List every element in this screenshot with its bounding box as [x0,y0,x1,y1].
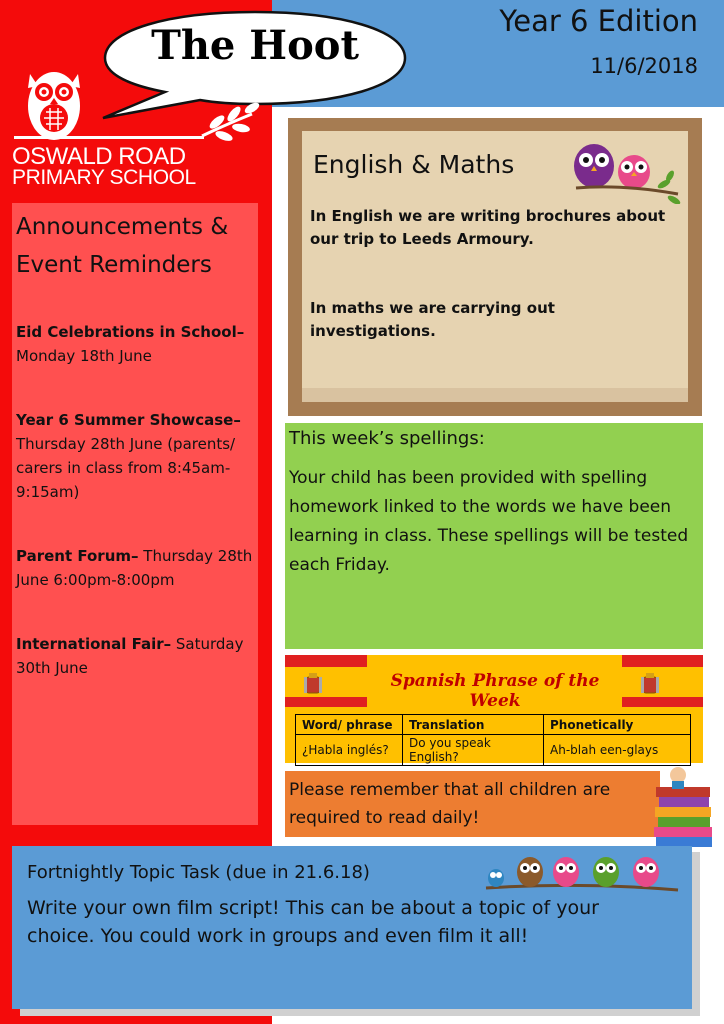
table-header-cell: Phonetically [544,715,691,735]
announcement-separator: – [233,411,241,429]
reading-reminder-text: Please remember that all children are required to read daily! [289,780,611,828]
announcement-item [16,320,256,368]
announcement-item [16,544,256,592]
owls-on-branch-icon [572,138,684,204]
spanish-phrase-table [295,714,691,766]
table-row [296,735,691,766]
topic-task-body: Write your own film script! This can be about a topic of your choice. You could work in groups and even film it all! [27,897,599,947]
announcement-separator: – [163,635,172,653]
announcement-item [16,632,256,680]
table-cell: ¿Habla inglés? [296,735,403,766]
table-header-cell: Word/ phrase [296,715,403,735]
panel-shadow [692,852,700,1015]
table-cell: Do you speak English? [403,735,544,766]
english-paragraph: In English we are writing brochures about our trip to Leeds Armoury. [310,207,666,248]
spellings-body: Your child has been provided with spelling homework linked to the words we have been learning in class. These spellings will be tested each Friday. [289,468,689,575]
announcement-heading: Eid Celebrations in School [16,323,237,341]
announcements-panel [12,203,258,825]
flag-stripe [285,655,367,667]
announcement-item [16,408,256,504]
spanish-crest-icon [303,673,323,695]
spanish-phrase-title: Spanish Phrase of the Week [390,671,600,711]
english-maths-title: English & Maths [313,150,515,179]
announcement-heading: International Fair [16,635,164,653]
topic-task-title: Fortnightly Topic Task (due in 21.6.18) [27,862,370,883]
announcement-text: Saturday 30th June [16,635,244,677]
spanish-crest-icon [640,673,660,695]
announcement-separator: – [236,323,245,341]
table-cell: Ah-blah een-glays [544,735,691,766]
school-name-line1: OSWALD ROAD [12,143,186,170]
maths-paragraph: In maths we are carrying out investigations. [310,299,555,340]
announcement-separator: – [131,547,139,565]
edition-label: Year 6 Edition [499,4,698,38]
flag-stripe [622,697,703,707]
announcement-heading: Year 6 Summer Showcase [16,411,234,429]
table-header-row [296,715,691,735]
flag-stripe [285,697,367,707]
announcement-text: Monday 18th June [16,347,152,365]
announcement-text: Thursday 28th June 6:00pm-8:00pm [16,547,253,589]
newsletter-title: The Hoot [151,22,359,69]
school-name-line2: PRIMARY SCHOOL [12,166,196,189]
table-header-cell: Translation [403,715,544,735]
flag-stripe [622,655,703,667]
panel-shadow [20,1009,700,1016]
owls-on-branch-icon [484,852,680,894]
announcement-heading: Parent Forum [16,547,132,565]
spellings-title: This week’s spellings: [289,428,485,449]
corkboard-ledge [302,388,688,402]
issue-date: 11/6/2018 [590,54,698,78]
owl-logo-icon [12,64,262,144]
announcement-text: Thursday 28th June (parents/ carers in class from 8:45am-9:15am) [16,435,236,501]
announcements-title: Announcements & Event Reminders [16,214,229,278]
